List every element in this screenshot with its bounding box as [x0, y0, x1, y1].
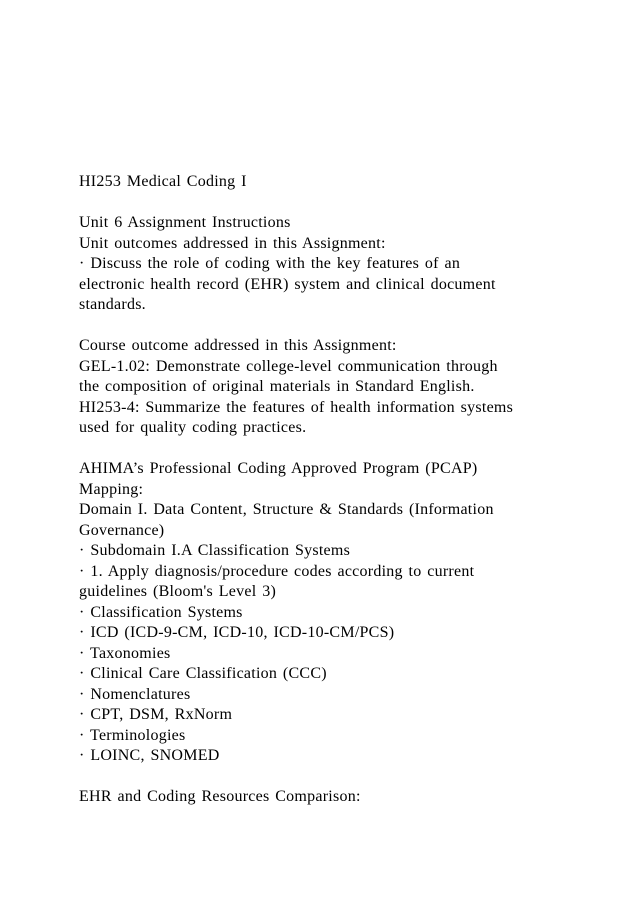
spacer [79, 316, 609, 337]
pcap-line: guidelines (Bloom's Level 3) [79, 583, 277, 600]
pcap-heading: Mapping: [79, 480, 144, 498]
spacer [79, 193, 609, 214]
pcap-line: Domain I. Data Content, Structure & Standards (Information [79, 501, 494, 518]
pcap-line: · Taxonomies [79, 644, 171, 662]
spacer [79, 767, 609, 788]
pcap-line: · Nomenclatures [79, 685, 191, 703]
unit-outcome-line: · Discuss the role of coding with the key features of an [79, 255, 461, 272]
course-outcome-line: the composition of original materials in Standard English. [79, 378, 475, 395]
course-outcome-line: GEL-1.02: Demonstrate college-level communication through [79, 357, 498, 375]
pcap-line: · CPT, DSM, RxNorm [79, 706, 233, 723]
pcap-line: · ICD (ICD-9-CM, ICD-10, ICD-10-CM/PCS) [79, 624, 395, 641]
pcap-line: Governance) [79, 521, 165, 539]
course-outcome-line: HI253-4: Summarize the features of health information systems [79, 398, 514, 416]
unit-outcome-line: standards. [79, 296, 146, 313]
document-title: HI253 Medical Coding I [79, 173, 247, 190]
pcap-line: · Terminologies [79, 726, 186, 744]
pcap-line: · LOINC, SNOMED [79, 747, 220, 764]
course-outcome-heading: Course outcome addressed in this Assignment: [79, 337, 397, 354]
pcap-line: · Clinical Care Classification (CCC) [79, 665, 327, 682]
unit-heading: Unit 6 Assignment Instructions [79, 214, 291, 231]
pcap-line: · Subdomain I.A Classification Systems [79, 542, 351, 559]
document-body [79, 172, 609, 808]
unit-outcomes-heading: Unit outcomes addressed in this Assignment: [79, 234, 386, 252]
pcap-line: · Classification Systems [79, 603, 243, 621]
unit-outcome-line: electronic health record (EHR) system and clinical document [79, 275, 496, 293]
pcap-heading: AHIMA’s Professional Coding Approved Program (PCAP) [79, 460, 478, 477]
course-outcome-line: used for quality coding practices. [79, 419, 307, 436]
spacer [79, 439, 609, 460]
pcap-line: · 1. Apply diagnosis/procedure codes according to current [79, 562, 475, 580]
comparison-heading: EHR and Coding Resources Comparison: [79, 788, 361, 805]
